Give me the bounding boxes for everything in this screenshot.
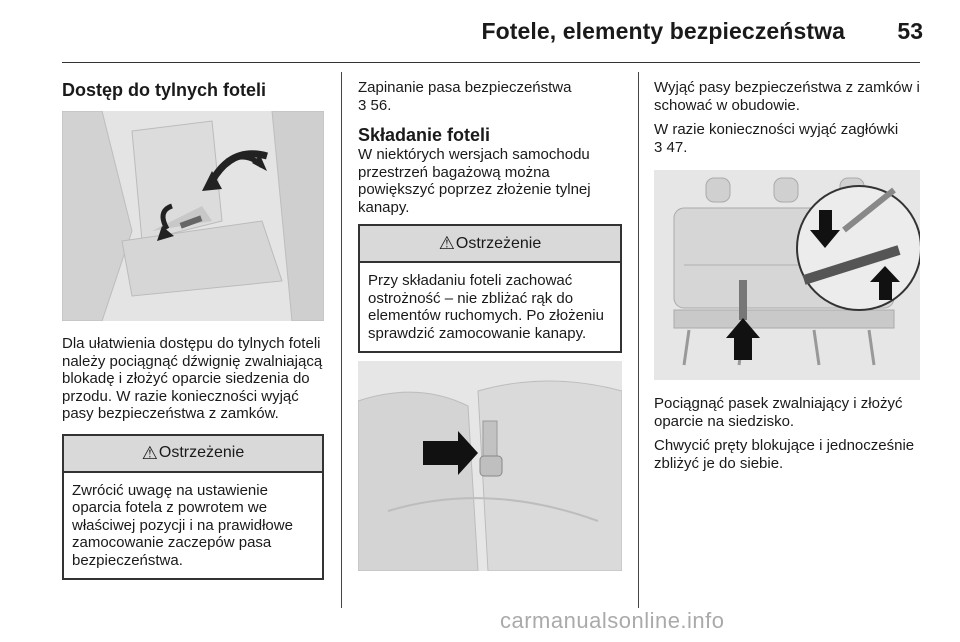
paragraph-remove-belts: Wyjąć pasy bezpieczeństwa z zamków i schować w obudowie. — [654, 79, 920, 114]
warning-text: Zwrócić uwagę na ustawienie oparcia fotela z powrotem we właściwej pozycji i na prawidłowe zamocowanie zaczepów pasa bezpieczeństwa. — [72, 481, 293, 569]
paragraph-folding: W niektórych wersjach samochodu przestrzeń bagażową można powiększyć poprzez złożenie tylnej kanapy. — [358, 146, 591, 216]
warning-triangle-icon: ⚠ — [438, 233, 455, 253]
warning-title: Ostrzeżenie — [158, 444, 245, 461]
page-number: 53 — [897, 18, 923, 44]
warning-title: Ostrzeżenie — [455, 234, 542, 252]
column-3 — [654, 75, 920, 472]
header-rule — [62, 62, 920, 63]
column-divider-1 — [341, 72, 342, 608]
watermark: carmanualsonline.info — [500, 608, 725, 633]
warning-header — [360, 226, 620, 263]
warning-triangle-icon: ⚠ — [141, 442, 158, 463]
warning-header — [64, 436, 322, 473]
section-heading-folding: Składanie foteli — [358, 125, 491, 145]
paragraph-headrests: W razie konieczności wyjąć zagłówki — [654, 121, 899, 138]
page-reference: 3 56. — [358, 96, 392, 114]
page-header-title: Fotele, elementy bezpieczeństwa — [481, 18, 845, 44]
paragraph-access: Dla ułatwienia dostępu do tylnych foteli należy pociągnąć dźwignię zwalniającą blokadę i złożyć oparcie siedzenia do przodu. W razie konieczności wyjąć pasy bezpieczeństwa z zamków. — [62, 335, 323, 422]
paragraph-grab-rods: Chwycić pręty blokujące i jednocześnie zbliżyć je do siebie. — [654, 437, 915, 472]
column-2 — [358, 75, 622, 571]
page-reference: 3 47. — [654, 138, 688, 156]
illustration-seat-lever — [62, 111, 324, 321]
illustration-locking-rods — [654, 170, 920, 380]
warning-text: Przy składaniu foteli zachować ostrożność – nie zbliżać rąk do elementów ruchomych. Po złożeniu sprawdzić zamocowanie kanapy. — [368, 272, 604, 342]
paragraph-fold-backrest: Pociągnąć pasek zwalniający i złożyć oparcie na siedzisko. — [654, 395, 903, 430]
column-1 — [62, 75, 324, 580]
illustration-belt-buckle — [358, 361, 622, 571]
warning-box-2 — [358, 224, 622, 353]
paragraph-buckle-ref: Zapinanie pasa bezpieczeństwa — [358, 79, 572, 96]
column-divider-2 — [638, 72, 639, 608]
section-heading-access: Dostęp do tylnych foteli — [62, 80, 267, 100]
warning-box-1 — [62, 434, 324, 581]
